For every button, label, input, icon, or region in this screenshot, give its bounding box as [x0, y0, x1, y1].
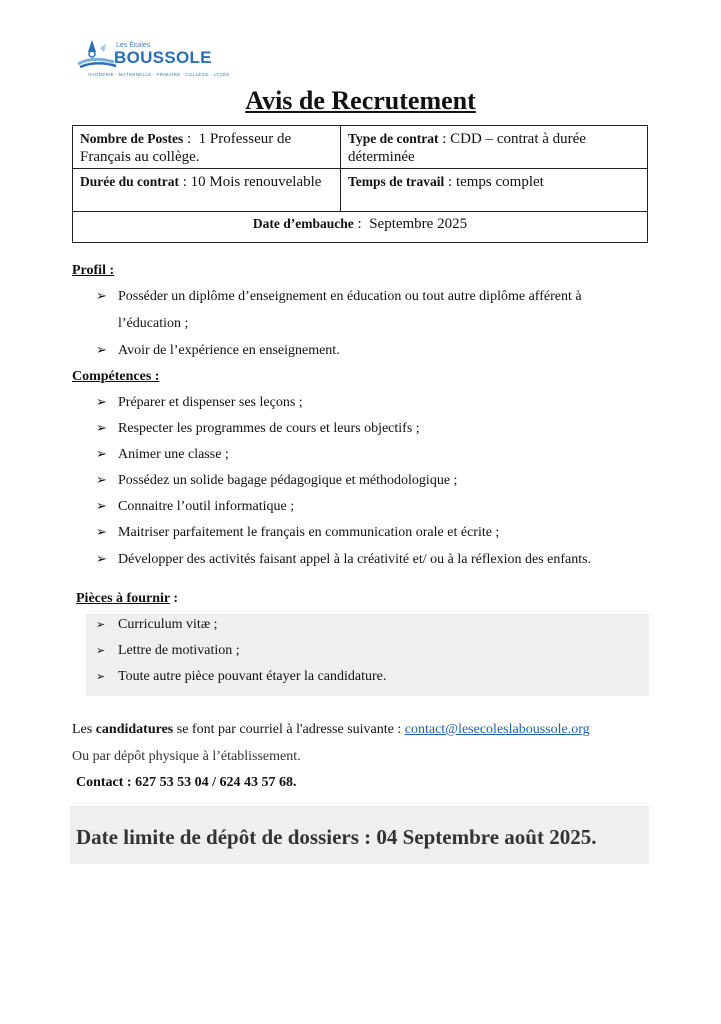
candidature-suffix: se font par courriel à l'adresse suivante :: [173, 722, 405, 737]
arrowhead-bullet-icon: ➢: [96, 498, 107, 513]
profil-heading: Profil :: [72, 263, 115, 278]
competence-item: Préparer et dispenser ses leçons ;: [118, 395, 303, 410]
job-info-table: [72, 125, 648, 243]
deadline-text: Date limite de dépôt de dossiers : 04 Septembre août 2025.: [76, 825, 597, 849]
competence-item: Maitriser parfaitement le français en communication orale et écrite ;: [118, 525, 500, 540]
temps-label: Temps de travail: [348, 174, 445, 189]
temps-cell: Temps de travail : temps complet: [348, 174, 544, 190]
email-link[interactable]: contact@lesecoleslaboussole.org: [404, 722, 590, 737]
arrowhead-bullet-icon: ➢: [96, 446, 107, 461]
postes-value: 1 Professeur de Français au collège.: [80, 131, 292, 165]
duree-value: 10 Mois renouvelable: [190, 174, 322, 190]
logo-name: BOUSSOLE: [114, 48, 212, 67]
arrowhead-bullet-icon: ➢: [96, 524, 107, 539]
arrowhead-bullet-icon: ➢: [96, 342, 107, 357]
arrowhead-bullet-icon: ➢: [96, 420, 107, 435]
contrat-label: Type de contrat: [348, 131, 439, 146]
piece-item: Toute autre pièce pouvant étayer la candidature.: [118, 669, 387, 684]
piece-item: Lettre de motivation ;: [118, 643, 240, 658]
arrowhead-bullet-icon: ➢: [96, 472, 107, 487]
arrowhead-bullet-icon: ➢: [96, 394, 107, 409]
duree-cell: Durée du contrat : 10 Mois renouvelable: [80, 174, 322, 190]
profil-item: Avoir de l’expérience en enseignement.: [118, 343, 340, 358]
page-title: Avis de Recrutement: [245, 86, 476, 115]
candidature-bold: candidatures: [95, 722, 174, 737]
embauche-cell: Date d’embauche : Septembre 2025: [252, 216, 468, 232]
competence-item: Développer des activités faisant appel à la créativité et/ ou à la réflexion des enfants.: [118, 552, 592, 567]
contrat-value: CDD – contrat à durée déterminée: [348, 131, 586, 165]
contact-line: Contact : 627 53 53 04 / 624 43 57 68.: [76, 775, 297, 790]
pieces-heading-row: Pièces à fournir :: [76, 591, 179, 606]
logo-small-text: Les Écoles: [116, 42, 151, 49]
competence-item: Possédez un solide bagage pédagogique et méthodologique ;: [118, 473, 458, 488]
arrowhead-bullet-icon: ➢: [96, 551, 107, 566]
arrowhead-bullet-icon: ➢: [96, 671, 106, 683]
profil-item-continued: l’éducation ;: [118, 316, 189, 331]
arrowhead-bullet-icon: ➢: [96, 619, 106, 631]
arrowhead-bullet-icon: ➢: [96, 645, 106, 657]
pieces-heading: Pièces à fournir: [76, 591, 170, 606]
postes-cell: Nombre de Postes : 1 Professeur de Français au collège.: [80, 131, 292, 165]
logo-tagline: GARDERIE · MATERNELLE · PRIMAIRE · COLLÈGE · LYCÉE: [88, 72, 230, 77]
profil-item: Posséder un diplôme d’enseignement en éducation ou tout autre diplôme afférent à: [118, 289, 582, 304]
contrat-cell: Type de contrat : CDD – contrat à durée déterminée: [348, 131, 586, 165]
school-logo: [70, 36, 230, 82]
competence-item: Respecter les programmes de cours et leurs objectifs ;: [118, 421, 420, 436]
candidature-prefix: Les: [72, 722, 96, 737]
duree-label: Durée du contrat: [80, 174, 179, 189]
competence-item: Animer une classe ;: [118, 447, 229, 462]
piece-item: Curriculum vitæ ;: [118, 617, 218, 632]
arrowhead-bullet-icon: ➢: [96, 288, 107, 303]
candidature-line: [72, 722, 590, 738]
embauche-value: Septembre 2025: [369, 216, 468, 232]
temps-value: temps complet: [455, 174, 544, 190]
depot-line: Ou par dépôt physique à l’établissement.: [72, 749, 301, 764]
embauche-label: Date d’embauche: [252, 216, 354, 231]
competences-heading: Compétences :: [72, 369, 160, 384]
postes-label: Nombre de Postes: [80, 131, 184, 146]
competence-item: Connaitre l’outil informatique ;: [118, 499, 295, 514]
